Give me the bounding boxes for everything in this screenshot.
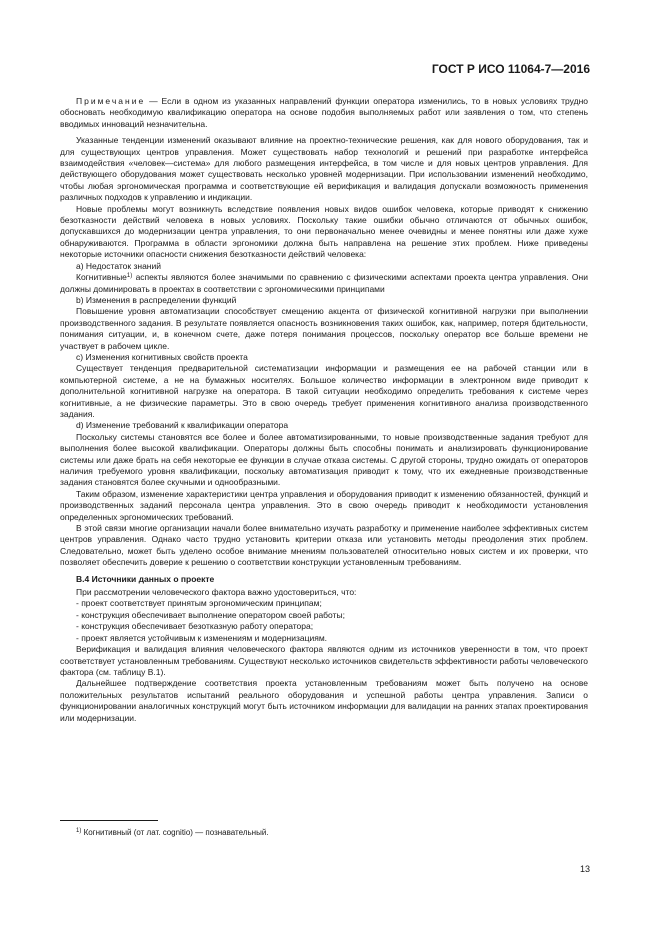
item-d-heading: d) Изменение требований к квалификации оператора xyxy=(76,420,289,431)
paragraph-5: При рассмотрении человеческого фактора важно удостовериться, что: xyxy=(76,587,357,598)
section-title: В.4 Источники данных о проекте xyxy=(76,573,215,584)
note-text: — Если в одном из указанных направлений функции оператора изменились, то в новых условиях трудно обосновать необходимую квалификацию оператора на основе подобия выполняемых работ или заявления о том, что степень вводимых инноваций незначительна. xyxy=(60,96,588,129)
list-item: - проект является устойчивым к изменениям и модернизациям. xyxy=(76,632,328,643)
main-text xyxy=(60,96,588,724)
paragraph-3: Таким образом, изменение характеристики центра управления и оборудования приводит к изменению обязанностей, функций и производственных заданий персонала центра управления. Это в свою очередь приводит к необходимости установления определенных эргономических требований. xyxy=(60,488,588,522)
item-b-heading: b) Изменения в распределении функций xyxy=(76,294,237,305)
item-d-text: Поскольку системы становятся все более и более автоматизированными, то новые производственные задания требуют для выполнения более высокой квалификации. Операторы должны быть способны понимать и анализировать функционирование системы или даже брать на себя некоторые ее функции в случае отказа системы. С другой стороны, трудно ожидать от операторов наличия требуемого уровня квалификации, поскольку автоматизация приводит к тому, что их ежедневные производственные задания становятся более скучными и однообразными. xyxy=(60,431,588,488)
item-a-heading: a) Недостаток знаний xyxy=(76,260,161,271)
list-item: - конструкция обеспечивает выполнение оператором своей работы; xyxy=(76,609,345,620)
item-b-text: Повышение уровня автоматизации способствует смещению акцента от физической когнитивной нагрузки при выполнении производственного задания. В результате появляется опасность возникновения таких ошибок, как, например, потеря бдительности, понимания ситуации, и, в конечном счете, даже потеря понимания процессов, поскольку оператор все больше времени не участвует в рабочем цикле. xyxy=(60,306,588,351)
paragraph-4: В этой связи многие организации начали более внимательно изучать разработку и применение наиболее эффективных систем центров управления. Однако часто трудно установить критерии отказа или установить методы преодоления этих проблем. Следовательно, может быть уделено особое внимание мнениям пользователей относительно новых систем и их проверки, что позволяет обеспечить доверие к решению о соответствии конструкции установленным требованиям. xyxy=(60,523,588,568)
item-a-text xyxy=(60,272,588,295)
document-code-header: ГОСТ Р ИСО 11064-7—2016 xyxy=(431,62,590,76)
list-item: - проект соответствует принятым эргономическим принципам; xyxy=(76,598,322,609)
paragraph-6: Верификация и валидация влияния человеческого фактора являются одним из источников уверенности в том, что проект соответствует установленным требованиям. Существуют несколько источников свидетельств эффективности работы человеческого фактора (см. таблицу В.1). xyxy=(60,644,588,677)
footnote-text: Когнитивный (от лат. cognitio) — познавательный. xyxy=(81,828,269,837)
footnote-separator xyxy=(60,820,158,821)
item-c-text: Существует тенденция предварительной систематизации информации и размещения ее на рабочей станции или в компьютерной системе, а не на бумажных носителях. Большое количество информации в электронном виде приводит к дополнительной когнитивной нагрузке на оператора. В такой ситуации необходимо определить требования к системе через когнитивные, а не физические параметры. Это в свою очередь требует применения когнитивного анализа производственного задания. xyxy=(60,363,588,419)
footnote xyxy=(76,828,269,837)
footnote-ref: 1) xyxy=(126,273,133,280)
footnote-mark: 1) xyxy=(76,828,82,834)
paragraph-7: Дальнейшее подтверждение соответствия проекта установленным требованиям может быть получено на основе положительных результатов испытаний реального оборудования и успешной работы центра управления. Записи о функционировании аналогичных конструкций могут быть источником информации для валидации на ранних этапах проектирования или модернизации. xyxy=(60,678,588,723)
page-number: 13 xyxy=(579,864,590,874)
list-item: - конструкция обеспечивает безотказную работу оператора; xyxy=(76,621,314,632)
paragraph-1: Указанные тенденции изменений оказывают влияние на проектно-технические решения, как для нового оборудования, так и для существующих центров управления. Может существовать набор технологий и решений при разработке интерфейса взаимодействия «человек—система» для любого размещения интерфейса, в том числе и для новых центров управления. Для действующего оборудования может существовать несколько уровней модернизации. При использовании изменений необходимо, чтобы любая эргономическая программа и соответствующие ей верификация и валидация допускали возможность применения различных подходов к управлению и индикации. xyxy=(60,135,588,203)
item-a-text-rest: аспекты являются более значимыми по сравнению с физическими аспектами проекта центра управления. Они должны доминировать в проектах в соответствии с эргономическими принципами xyxy=(60,272,588,294)
note-paragraph xyxy=(60,96,588,130)
paragraph-2: Новые проблемы могут возникнуть вследствие появления новых видов ошибок человека, которые приводят к снижению безотказности действий человека в новых условиях. Поскольку такие ошибки обычно отличаются от обычных ошибок, допускавшихся до модернизации центра управления, то они первоначально менее очевидны и менее понятны или даже хуже обнаруживаются. Программа в области эргономики должна быть направлена на решение этих проблем. Ниже приведены некоторые источники опасности снижения безотказности действий человека: xyxy=(60,203,588,260)
note-label: Примечание xyxy=(76,96,146,106)
item-a-text-start: Когнитивные xyxy=(76,272,127,283)
item-c-heading: c) Изменения когнитивных свойств проекта xyxy=(76,351,248,362)
